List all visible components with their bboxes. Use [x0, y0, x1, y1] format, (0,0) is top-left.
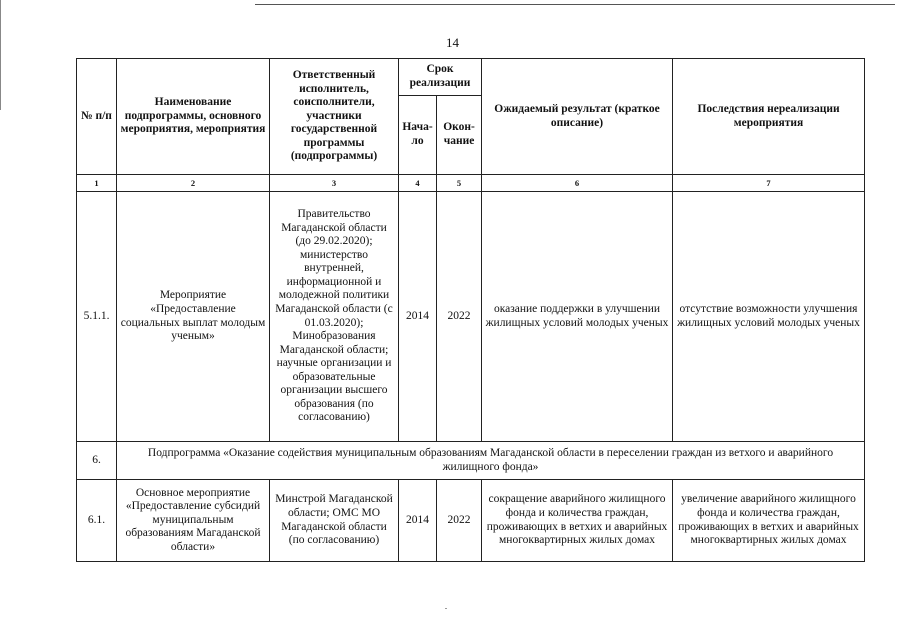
column-number: 5: [437, 175, 482, 192]
column-number: 2: [117, 175, 270, 192]
row-executor: Минстрой Магаданской области; ОМС МО Магаданской области (по согласованию): [270, 480, 399, 562]
header-start: Нача-ло: [399, 96, 437, 175]
header-row: [77, 59, 865, 96]
row-consequence: увеличение аварийного жилищного фонда и количества граждан, проживающих в ветхих и аварийных многоквартирных жилых домах: [673, 480, 865, 562]
row-start: 2014: [399, 480, 437, 562]
top-rule: [255, 4, 895, 5]
section-title: Подпрограмма «Оказание содействия муниципальным образованиям Магаданской области в переселении граждан из ветхого и аварийного жилищного фонда»: [117, 442, 865, 480]
column-number-row: [77, 175, 865, 192]
column-number: 7: [673, 175, 865, 192]
row-num: 6.1.: [77, 480, 117, 562]
section-row: [77, 442, 865, 480]
table-row: [77, 480, 865, 562]
header-name: Наименование подпрограммы, основного мероприятия, мероприятия: [117, 59, 270, 175]
column-number: 4: [399, 175, 437, 192]
row-end: 2022: [437, 192, 482, 442]
row-num: 5.1.1.: [77, 192, 117, 442]
header-num: № п/п: [77, 59, 117, 175]
header-result: Ожидаемый результат (краткое описание): [482, 59, 673, 175]
row-name: Основное мероприятие «Предоставление субсидий муниципальным образованиям Магаданской области»: [117, 480, 270, 562]
row-consequence: отсутствие возможности улучшения жилищных условий молодых ученых: [673, 192, 865, 442]
column-number: 3: [270, 175, 399, 192]
row-start: 2014: [399, 192, 437, 442]
column-number: 6: [482, 175, 673, 192]
header-term: Срок реализации: [399, 59, 482, 96]
program-table: [76, 58, 865, 562]
scan-speck: [445, 608, 447, 609]
header-end: Окон-чание: [437, 96, 482, 175]
row-end: 2022: [437, 480, 482, 562]
row-name: Мероприятие «Предоставление социальных выплат молодым ученым»: [117, 192, 270, 442]
table-row: [77, 192, 865, 442]
header-executor: Ответственный исполнитель, соисполнители, участники государственной программы (подпрограммы): [270, 59, 399, 175]
column-number: 1: [77, 175, 117, 192]
header-consequence: Последствия нереализации мероприятия: [673, 59, 865, 175]
left-rule: [0, 0, 1, 110]
row-result: сокращение аварийного жилищного фонда и количества граждан, проживающих в ветхих и аварийных многоквартирных жилых домах: [482, 480, 673, 562]
row-executor: Правительство Магаданской области (до 29.02.2020); министерство внутренней, информационной и молодежной политики Магаданской области (с 01.03.2020); Минобразования Магаданской области; научные организации и образовательные организации высшего образования (по согласованию): [270, 192, 399, 442]
row-result: оказание поддержки в улучшении жилищных условий молодых ученых: [482, 192, 673, 442]
section-num: 6.: [77, 442, 117, 480]
page-number: 14: [446, 35, 459, 50]
